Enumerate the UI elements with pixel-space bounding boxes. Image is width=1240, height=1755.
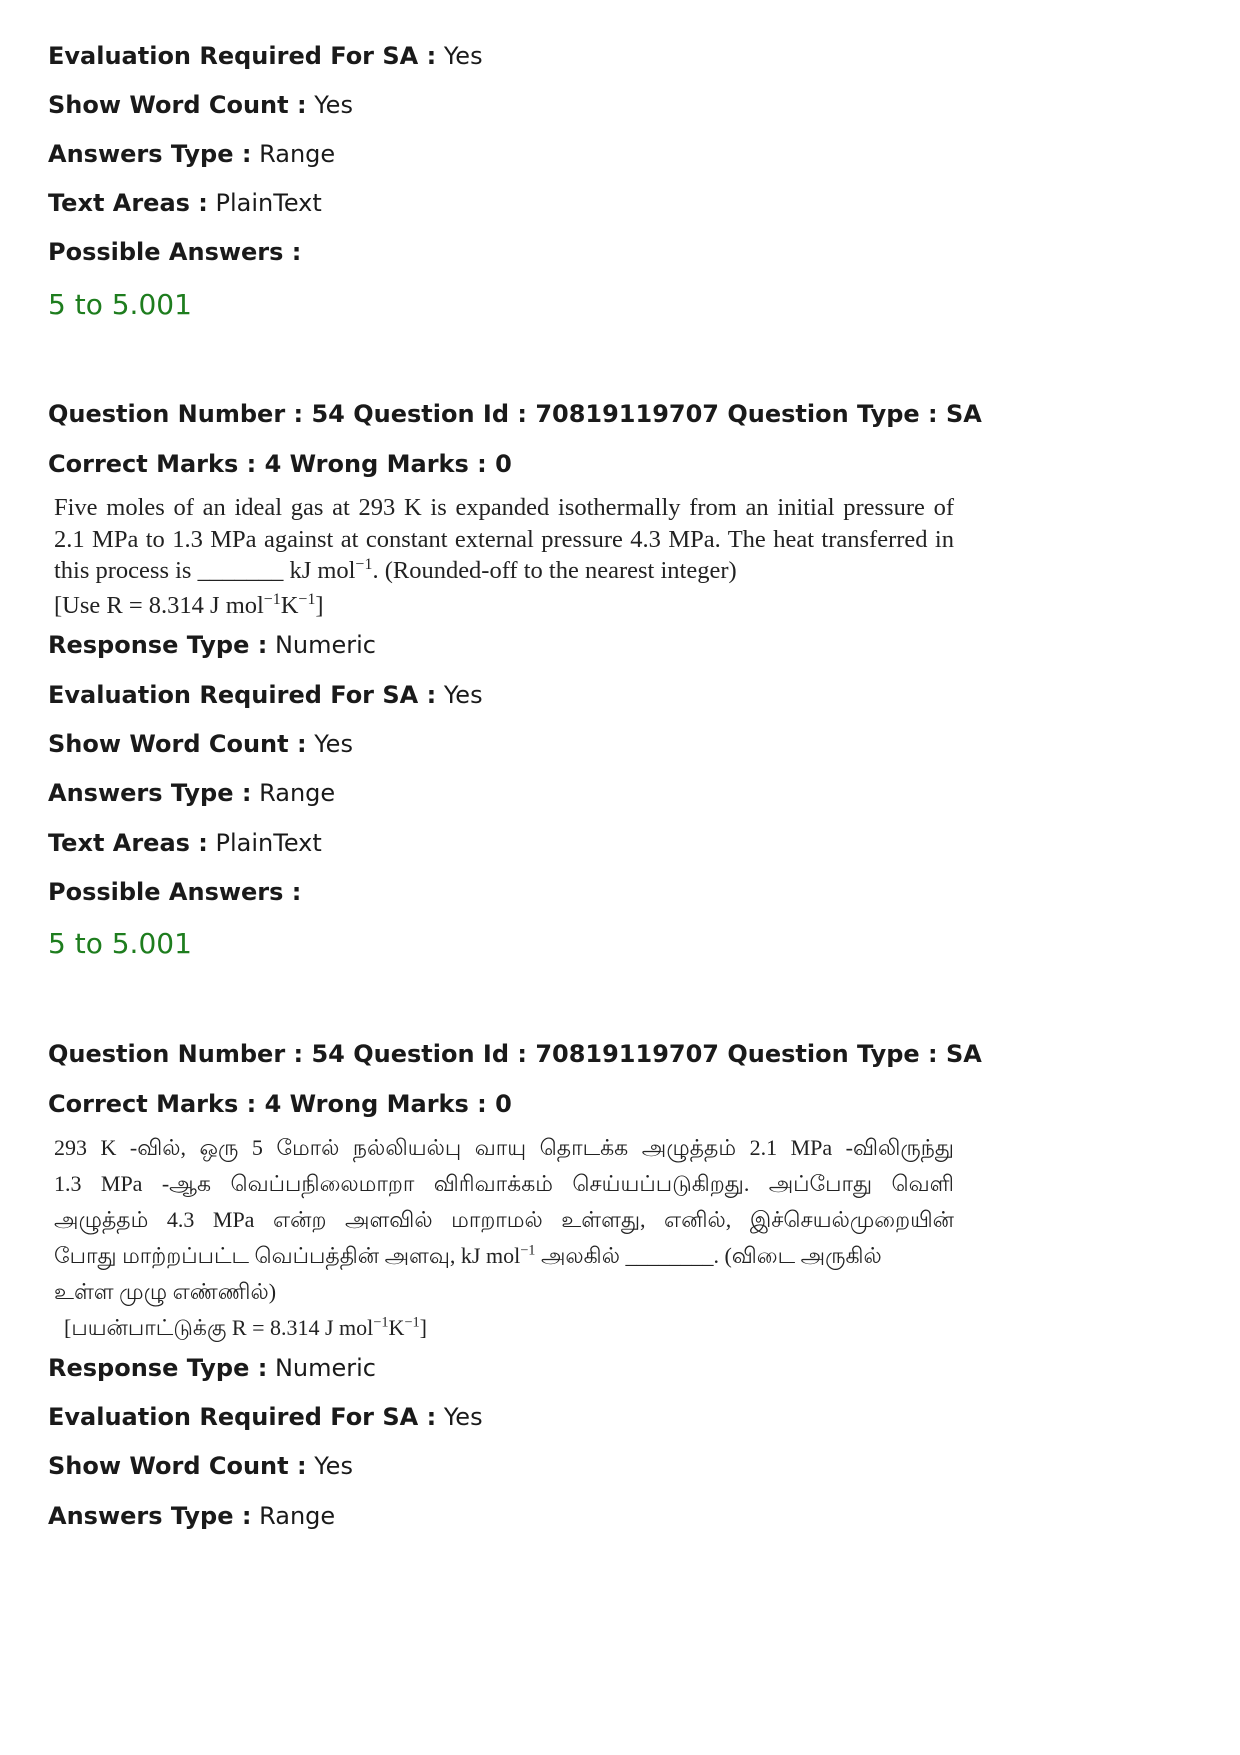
question-text-fragment: this process is _______ kJ mol xyxy=(54,557,356,584)
text-areas-label: Text Areas : xyxy=(48,189,208,217)
superscript: −1 xyxy=(404,1314,420,1331)
superscript: −1 xyxy=(298,590,316,608)
question-text-line: உள்ள முழு எண்ணில்) xyxy=(54,1279,277,1304)
possible-answer-value: 5 to 5.001 xyxy=(48,288,192,321)
question-text-line xyxy=(54,1310,954,1346)
question-header: Question Number : 54 Question Id : 70819119707 Question Type : SA xyxy=(48,1040,982,1068)
question-text-line: 1.3 MPa -ஆக வெப்பநிலைமாறா விரிவாக்கம் செய்யப்படுகிறது. அப்போது வெளி xyxy=(54,1171,954,1196)
question-text-fragment: . (Rounded-off to the nearest integer) xyxy=(372,557,737,584)
response-type-value: Numeric xyxy=(274,1354,376,1382)
answers-type-row xyxy=(48,138,335,170)
evaluation-required-row xyxy=(48,1401,483,1433)
question-text-line xyxy=(54,590,954,622)
superscript: −1 xyxy=(520,1242,536,1259)
answers-type-label: Answers Type : xyxy=(48,140,252,168)
show-word-count-row xyxy=(48,1450,353,1482)
response-type-row xyxy=(48,1352,376,1384)
evaluation-required-value: Yes xyxy=(443,42,483,70)
answers-type-value: Range xyxy=(259,779,336,807)
question-text-line: அழுத்தம் 4.3 MPa என்ற அளவில் மாறாமல் உள்ளது, எனில், இச்செயல்முறையின் xyxy=(54,1207,954,1232)
superscript: −1 xyxy=(373,1314,389,1331)
show-word-count-label: Show Word Count : xyxy=(48,1452,307,1480)
answers-type-row xyxy=(48,777,335,809)
superscript: −1 xyxy=(355,555,373,573)
question-header: Question Number : 54 Question Id : 70819119707 Question Type : SA xyxy=(48,400,982,428)
text-areas-row xyxy=(48,827,322,859)
superscript: −1 xyxy=(263,590,281,608)
question-text-line xyxy=(54,1238,954,1274)
question-text-english xyxy=(54,492,954,621)
question-text-fragment: ] xyxy=(419,1315,427,1340)
show-word-count-value: Yes xyxy=(314,1452,353,1480)
evaluation-required-label: Evaluation Required For SA : xyxy=(48,42,437,70)
answers-type-value: Range xyxy=(259,140,336,168)
show-word-count-label: Show Word Count : xyxy=(48,730,307,758)
possible-answers-label: Possible Answers : xyxy=(48,878,302,906)
show-word-count-label: Show Word Count : xyxy=(48,91,307,119)
answers-type-row xyxy=(48,1500,335,1532)
show-word-count-value: Yes xyxy=(314,91,353,119)
question-text-line: 2.1 MPa to 1.3 MPa against at constant external pressure 4.3 MPa. The heat transferred in xyxy=(54,525,954,553)
question-text-fragment: ] xyxy=(315,591,324,619)
question-text-line: Five moles of an ideal gas at 293 K is expanded isothermally from an initial pressure of xyxy=(54,494,954,521)
question-text-fragment: போது மாற்றப்பட்ட வெப்பத்தின் அளவு, kJ mol xyxy=(54,1243,521,1268)
evaluation-required-value: Yes xyxy=(443,1403,483,1431)
text-areas-row xyxy=(48,187,322,219)
evaluation-required-label: Evaluation Required For SA : xyxy=(48,1403,437,1431)
answers-type-label: Answers Type : xyxy=(48,1502,252,1530)
question-text-fragment: [பயன்பாட்டுக்கு R = 8.314 J mol xyxy=(64,1315,374,1340)
question-text-fragment: K xyxy=(280,591,299,619)
evaluation-required-value: Yes xyxy=(443,681,483,709)
answers-type-value: Range xyxy=(259,1502,336,1530)
evaluation-required-row xyxy=(48,40,483,72)
question-text-fragment: அலகில் ________. (விடை அருகில் xyxy=(535,1243,882,1268)
text-areas-value: PlainText xyxy=(215,189,322,217)
text-areas-label: Text Areas : xyxy=(48,829,208,857)
possible-answers-label: Possible Answers : xyxy=(48,238,302,266)
response-type-label: Response Type : xyxy=(48,631,268,659)
show-word-count-row xyxy=(48,89,353,121)
evaluation-required-row xyxy=(48,679,483,711)
question-text-line xyxy=(54,555,954,587)
question-marks: Correct Marks : 4 Wrong Marks : 0 xyxy=(48,450,512,478)
response-type-row xyxy=(48,629,376,661)
possible-answer-value: 5 to 5.001 xyxy=(48,927,192,960)
response-type-value: Numeric xyxy=(274,631,376,659)
possible-answers-row xyxy=(48,236,301,268)
question-text-tamil xyxy=(54,1130,954,1346)
show-word-count-value: Yes xyxy=(314,730,353,758)
question-text-fragment: [Use R = 8.314 J mol xyxy=(54,591,264,619)
question-marks: Correct Marks : 4 Wrong Marks : 0 xyxy=(48,1090,512,1118)
text-areas-value: PlainText xyxy=(215,829,322,857)
answers-type-label: Answers Type : xyxy=(48,779,252,807)
question-text-line: 293 K -வில், ஒரு 5 மோல் நல்லியல்பு வாயு தொடக்க அழுத்தம் 2.1 MPa -விலிருந்து xyxy=(54,1135,954,1160)
response-type-label: Response Type : xyxy=(48,1354,268,1382)
possible-answers-row xyxy=(48,876,301,908)
show-word-count-row xyxy=(48,728,353,760)
question-text-fragment: K xyxy=(388,1315,405,1340)
evaluation-required-label: Evaluation Required For SA : xyxy=(48,681,437,709)
